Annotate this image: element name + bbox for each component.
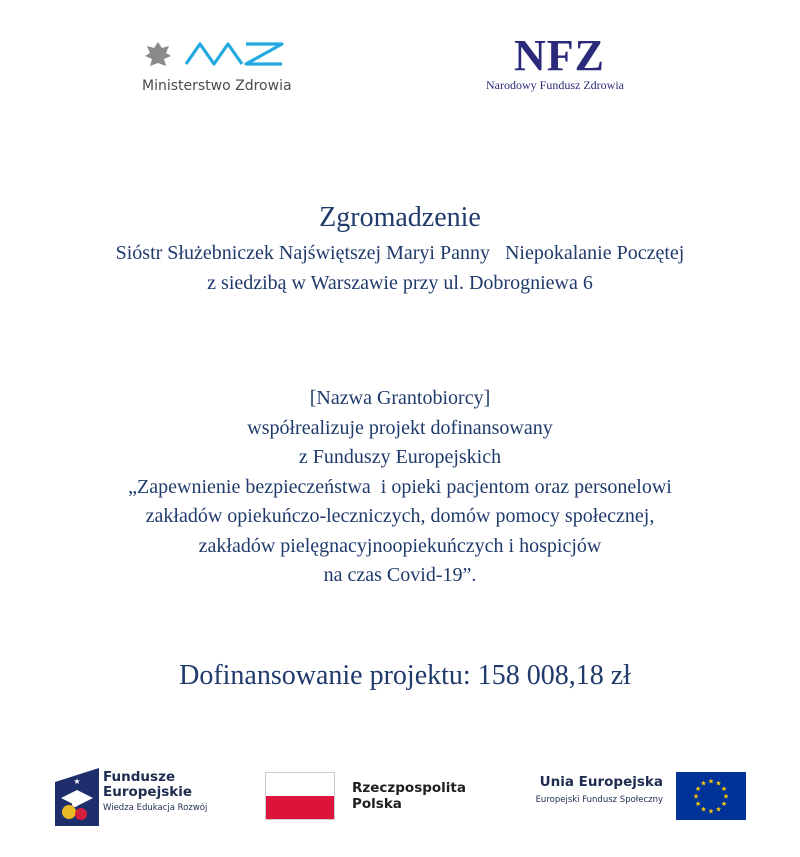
organization-block xyxy=(0,198,800,298)
svg-text:★: ★ xyxy=(73,777,81,786)
organization-address: z siedzibą w Warszawie przy ul. Dobrogniewa 6 xyxy=(207,272,593,294)
project-line: z Funduszy Europejskich xyxy=(298,446,502,468)
nfz-label: Narodowy Fundusz Zdrowia xyxy=(486,78,624,92)
eu-star-icon: ★ xyxy=(707,777,715,786)
eu-star-icon: ★ xyxy=(720,785,728,793)
project-line: [Nazwa Grantobiorcy] xyxy=(309,387,491,409)
eu-star-icon: ★ xyxy=(722,792,730,801)
eu-star-icon: ★ xyxy=(715,805,722,814)
fe-line2: Europejskie xyxy=(103,784,193,800)
eu-star-icon: ★ xyxy=(707,807,715,816)
fundusze-europejskie-logo-icon xyxy=(55,768,99,826)
footer-logos xyxy=(0,760,800,830)
organization-name: Sióstr Służebniczek Najświętszej Maryi Panny Niepokalanie Poczętej xyxy=(115,242,685,264)
nfz-mark: NFZ xyxy=(514,31,605,80)
project-line: na czas Covid-19”. xyxy=(323,564,477,586)
unia-europejska-text xyxy=(500,774,663,805)
ue-subtitle: Europejski Fundusz Społeczny xyxy=(535,795,663,805)
eu-flag-icon xyxy=(676,772,746,820)
eu-star-icon: ★ xyxy=(700,779,707,788)
project-line: zakładów opiekuńczo-leczniczych, domów pomocy społecznej, xyxy=(145,505,655,527)
project-line: zakładów pielęgnacyjnoopiekuńczych i hospicjów xyxy=(198,534,602,557)
rzeczpospolita-text xyxy=(352,780,466,812)
ue-name: Unia Europejska xyxy=(539,774,663,790)
ministry-label: Ministerstwo Zdrowia xyxy=(142,78,292,94)
fe-line1: Fundusze xyxy=(103,769,176,785)
project-line: „Zapewnienie bezpieczeństwa i opieki pacjentom oraz personelowi xyxy=(128,475,672,498)
fundusze-europejskie-text xyxy=(103,770,207,813)
eu-star-icon: ★ xyxy=(694,785,702,793)
organization-title: Zgromadzenie xyxy=(319,202,481,233)
eu-star-icon: ★ xyxy=(692,792,700,801)
eu-star-icon: ★ xyxy=(700,805,707,814)
eu-star-icon: ★ xyxy=(694,800,702,808)
nfz-logo xyxy=(486,30,646,100)
eu-star-icon: ★ xyxy=(715,779,722,788)
polish-flag-icon xyxy=(265,772,335,820)
funding-amount: Dofinansowanie projektu: 158 008,18 zł xyxy=(179,660,631,691)
project-line: współrealizuje projekt dofinansowany xyxy=(247,416,553,439)
fe-subtitle: Wiedza Edukacja Rozwój xyxy=(103,803,208,813)
rp-line1: Rzeczpospolita xyxy=(352,780,466,796)
ministry-of-health-logo-icon xyxy=(142,38,292,74)
rp-line2: Polska xyxy=(352,796,402,812)
project-description xyxy=(0,384,800,591)
eu-star-icon: ★ xyxy=(720,800,728,808)
ministerstwo-zdrowia-logo xyxy=(142,38,292,98)
